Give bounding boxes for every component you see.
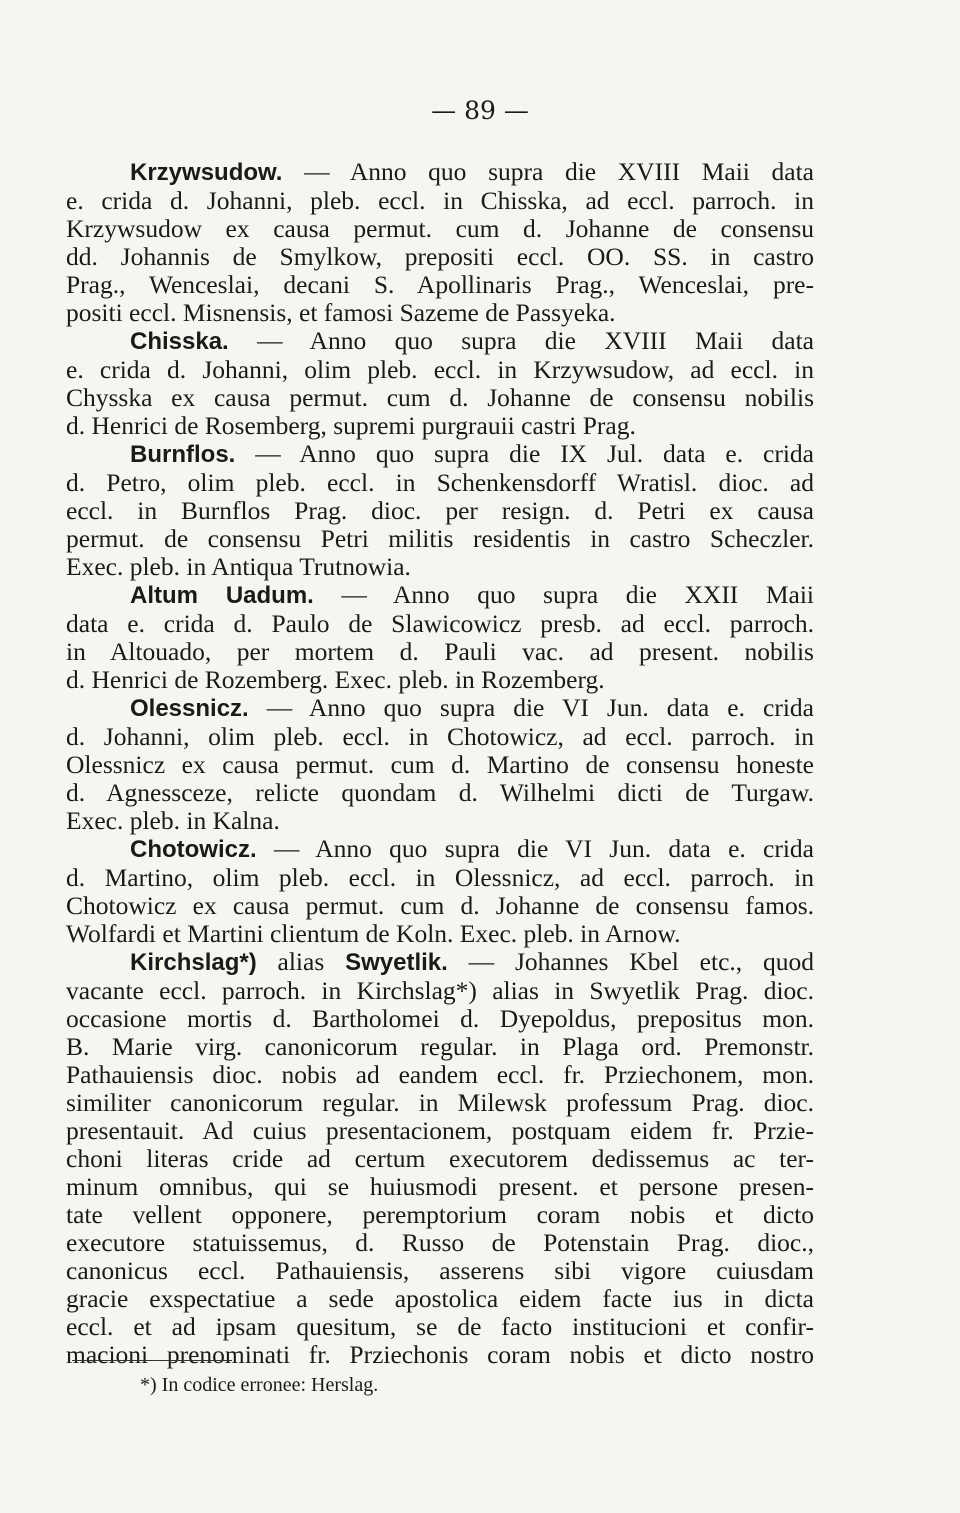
entry-line: vacante eccl. parroch. in Kirchslag*) alias in Swyetlik Prag. dioc.	[66, 976, 814, 1005]
entry-headword: Kirchslag*)	[130, 949, 257, 976]
entry-line: d. Henrici de Rosemberg, supremi purgrauii castri Prag.	[66, 411, 636, 440]
entry-line: Prag., Wenceslai, decani S. Apollinaris Prag., Wenceslai, pre-	[66, 270, 814, 299]
entry-headword: Olessnicz.	[130, 695, 249, 722]
footnote: *) In codice erronee: Herslag.	[140, 1374, 379, 1396]
entry-connector: alias	[256, 947, 346, 976]
entry-line: occasione mortis d. Bartholomei d. Dyepoldus, prepositus mon.	[66, 1004, 814, 1033]
entry-chotowicz	[66, 835, 814, 948]
entry-line: minum omnibus, qui se huiusmodi present. et persone presen-	[66, 1172, 814, 1201]
entry-first-line	[66, 581, 814, 610]
entry-line: Pathauiensis dioc. nobis ad eandem eccl. fr. Prziechonem, mon.	[66, 1060, 814, 1089]
entry-headword: Altum Uadum.	[130, 582, 314, 609]
entry-headword-alt: Swyetlik.	[345, 949, 448, 976]
body-text	[66, 158, 814, 1369]
entry-olessnicz	[66, 694, 814, 835]
entry-line: — Anno quo supra die XVIII Maii data	[228, 326, 814, 355]
entry-line: canonicus eccl. Pathauiensis, asserens sibi vigore cuiusdam	[66, 1256, 814, 1285]
entry-line: — Anno quo supra die VI Jun. data e. crida	[248, 693, 814, 722]
entry-line: tate vellent opponere, peremptorium coram nobis et dicto	[66, 1200, 814, 1229]
entry-headword: Chisska.	[130, 328, 229, 355]
entry-line: in Altouado, per mortem d. Pauli vac. ad present. nobilis	[66, 637, 814, 666]
entry-chisska	[66, 327, 814, 440]
entry-line: eccl. in Burnflos Prag. dioc. per resign. d. Petri ex causa	[66, 496, 814, 525]
entry-line: e. crida d. Johanni, pleb. eccl. in Chisska, ad eccl. parroch. in	[66, 186, 814, 215]
entry-first-line	[66, 835, 814, 864]
entry-line: choni literas cride ad certum executorem dedissemus ac ter-	[66, 1144, 814, 1173]
entry-first-line	[66, 948, 814, 977]
entry-line: — Anno quo supra die VI Jun. data e. crida	[256, 834, 814, 863]
page-number: — 89 —	[431, 96, 529, 125]
entry-line: macioni prenominati fr. Prziechonis coram nobis et dicto nostro	[66, 1340, 814, 1369]
entry-altum-uadum	[66, 581, 814, 694]
entry-headword: Burnflos.	[130, 441, 236, 468]
entry-line: d. Johanni, olim pleb. eccl. in Chotowicz, ad eccl. parroch. in	[66, 722, 814, 751]
entry-line: B. Marie virg. canonicorum regular. in Plaga ord. Premonstr.	[66, 1032, 814, 1061]
entry-line: permut. de consensu Petri militis residentis in castro Scheczler.	[66, 524, 814, 553]
entry-line: Exec. pleb. in Antiqua Trutnowia.	[66, 552, 411, 581]
entry-line: d. Agnessceze, relicte quondam d. Wilhelmi dicti de Turgaw.	[66, 778, 814, 807]
footnote-rule	[72, 1360, 232, 1361]
entry-line: — Anno quo supra die XXII Maii	[313, 580, 815, 609]
entry-line: Chotowicz ex causa permut. cum d. Johanne de consensu famos.	[66, 891, 814, 920]
entry-line: d. Henrici de Rozemberg. Exec. pleb. in Rozemberg.	[66, 665, 605, 694]
entry-line: positi eccl. Misnensis, et famosi Sazeme de Passyeka.	[66, 298, 616, 327]
entry-burnflos	[66, 440, 814, 581]
entry-line: Wolfardi et Martini clientum de Koln. Exec. pleb. in Arnow.	[66, 919, 681, 948]
entry-first-line	[66, 440, 814, 469]
entry-kirchslag	[66, 948, 814, 1369]
entry-headword: Chotowicz.	[130, 836, 257, 863]
entry-krzywsudow	[66, 158, 814, 327]
entry-line: data e. crida d. Paulo de Slawicowicz presb. ad eccl. parroch.	[66, 609, 814, 638]
entry-line: similiter canonicorum regular. in Milewsk professum Prag. dioc.	[66, 1088, 814, 1117]
entry-line: e. crida d. Johanni, olim pleb. eccl. in Krzywsudow, ad eccl. in	[66, 355, 814, 384]
entry-line: Chysska ex causa permut. cum d. Johanne de consensu nobilis	[66, 383, 814, 412]
entry-line: Exec. pleb. in Kalna.	[66, 806, 280, 835]
entry-line: eccl. et ad ipsam quesitum, se de facto institucioni et confir-	[66, 1312, 814, 1341]
entry-line: — Johannes Kbel etc., quod	[447, 947, 814, 976]
entry-line: presentauit. Ad cuius presentacionem, postquam eidem fr. Przie-	[66, 1116, 814, 1145]
entry-line: d. Martino, olim pleb. eccl. in Olessnicz, ad eccl. parroch. in	[66, 863, 814, 892]
entry-line: dd. Johannis de Smylkow, prepositi eccl. OO. SS. in castro	[66, 242, 814, 271]
entry-line: Olessnicz ex causa permut. cum d. Martino de consensu honeste	[66, 750, 814, 779]
entry-line: Krzywsudow ex causa permut. cum d. Johanne de consensu	[66, 214, 814, 243]
entry-headword: Krzywsudow.	[130, 159, 283, 186]
entry-line: — Anno quo supra die IX Jul. data e. crida	[235, 439, 814, 468]
entry-line: d. Petro, olim pleb. eccl. in Schenkensdorff Wratisl. dioc. ad	[66, 468, 814, 497]
entry-first-line	[66, 694, 814, 723]
entry-first-line	[66, 327, 814, 356]
entry-line: — Anno quo supra die XVIII Maii data	[282, 157, 814, 186]
entry-first-line	[66, 158, 814, 187]
entry-line: gracie exspectatiue a sede apostolica eidem facte ius in dicta	[66, 1284, 814, 1313]
entry-line: executore statuissemus, d. Russo de Potenstain Prag. dioc.,	[66, 1228, 814, 1257]
